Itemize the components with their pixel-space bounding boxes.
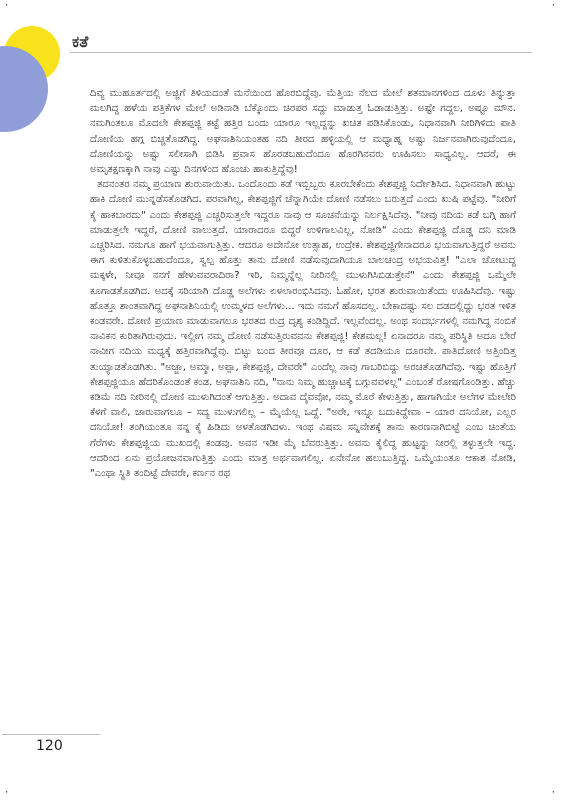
footer-divider [2, 734, 100, 735]
crop-mark-bottom-right: · [550, 788, 556, 798]
page-number: 120 [36, 738, 63, 754]
section-title: ಕತೆ [72, 32, 89, 51]
crop-mark-top-right: · [550, 1, 556, 11]
paragraph-2: ತದನಂತರ ನಮ್ಮ ಪ್ರಯಾಣ ಶುರುವಾಯಿತು. ಒಂದೊಂದು ಕಡೆ ಇಬ್ಬಿಬ್ಬರು ಕೂರಬೇಕೆಂದು ಕೇಶಪ್ಪಜ್ಜಿ ನಿರ್ದೇಶಿಸಿದ. ನಿಧಾನವಾಗಿ ಹುಟ್ಟು ಹಾಕಿ ದೋಣಿ ಮುನ್ನಡೆಸತೊಡಗಿದ. ಪರವಾಗಿಲ್ಲ, ಕೇಶಪ್ಪಜ್ಜಿಗೆ ಚೆನ್ನಾಗಿಯೇ ದೋಣಿ ನಡೆಸಲು ಬರುತ್ತದೆ ಎಂದು ಖುಷಿ ಪಟ್ಟೆವು. "ನೀರಿಗೆ ಕೈ ಹಾಕಬಾರದು" ಎಂದು ಕೇಶಪ್ಪಜ್ಜಿ ಎಚ್ಚರಿಸುತ್ತಲೇ ಇದ್ದರೂ ನಾವು ಆ ಸೂಚನೆಯನ್ನು ನಿರ್ಲಕ್ಷಿಸಿದೆವು. "ನೀವು ನದಿಯ ಕಡೆ ಬಗ್ಗಿ ಹಾಗೆ ಮಾಡುತ್ತಲೇ ಇದ್ದರೆ, ದೋಣಿ ವಾಲುತ್ತದೆ. ಯಾರಾದರೂ ಬಿದ್ದರೆ ಉಳಿಗಾಲವಿಲ್ಲ, ನೋಡಿ" ಎಂದು ಕೇಶಪ್ಪಜ್ಜಿ ದೊಡ್ಡ ದನಿ ಮಾಡಿ ಎಚ್ಚರಿಸಿದ. ನಮಗೂ ಹಾಗೆ ಭಯವಾಗುತ್ತಿತ್ತು. ಆದರೂ ಅದೇನೋ ಉತ್ಸಾಹ, ಉದ್ರೇಕ. ಕೇಶಪ್ಪಜ್ಜಿಗೇನಾದರೂ ಭಯವಾಗುತ್ತಿದ್ದರೆ ಅವನು ಈಗ ಕುಳಿತುಕೊಳ್ಳಬಹುದೆಂದೂ, ಸ್ವಲ್ಪ ಹೊತ್ತು ತಾನು ದೋಣಿ ನಡೆಸುವುದಾಗಿಯೂ ಬಾಲಚಂದ್ರ ಅಭಯವಿತ್ತ! "ಎಲಾ ಚೋಟುದ್ದ ಮಕ್ಕಳೇ, ನೀವೂ ನನಗೆ ಹೇಳುವವರಾದಿರಾ? ಇರಿ, ನಿಮ್ಮನ್ನೆಲ್ಲ ನೀರಿನಲ್ಲಿ ಮುಳುಗಿಸಿಬಿಡುತ್ತೇನೆ" ಎಂದು ಕೇಶಪ್ಪಜ್ಜಿ ಒಮ್ಮೆಲೇ ಕೂಗಾಡತೊಡಗಿದ. ಅದಕ್ಕೆ ಸರಿಯಾಗಿ ದೊಡ್ಡ ಅಲೆಗಳು ಏಳಲಾರಂಭಿಸಿದವು. ಓಹೋ, ಭರತ ಶುರುವಾಯಿತೆಂದು ಊಹಿಸಿದೆವು. ಇಷ್ಟು ಹೊತ್ತೂ ಶಾಂತವಾಗಿದ್ದ ಅಘನಾಶಿನಿಯಲ್ಲಿ ಉಮ್ಮಳದ ಅಲೆಗಳು... ಇದು ನಮಗೆ ಹೊಸದಲ್ಲ. ಬೇಕಾದಷ್ಟು ಸಲ ದಡದಲ್ಲಿದ್ದು ಭರತ ಇಳಿತ ಕಂಡವರೇ. ದೋಣಿ ಪ್ರಯಾಣ ಮಾಡುವಾಗಲೂ ಭರತದ ರುದ್ರ ದೃಶ್ಯ ಕಂಡಿದ್ದಿದೆ. ಇಲ್ಲವೆಂದಲ್ಲ. ಅಂಥ ಸಂದರ್ಭಗಳಲ್ಲಿ ನಮಗಿದ್ದ ನಂಬಿಕೆ ನಾವಿಕನ ಕುರಿತಾಗಿರುವುದು. ಇಲ್ಲೀಗ ನಮ್ಮ ದೋಣಿ ನಡೆಸುತ್ತಿರುವವನು ಕೇಶಪ್ಪಜ್ಜಿ! ಕೇಶಮಲ್ಲ! ಏನಾದರೂ ನಮ್ಮ ಪರಿಸ್ಥಿತಿ ಅದೂ ಬೇರೆ ನಾವೀಗ ನದಿಯ ಮಧ್ಯಕ್ಕೆ ಹತ್ತಿರವಾಗಿದ್ದೆವು. ಬಿಟ್ಟು ಬಂದ ತೀರವೂ ದೂರ, ಆ ಕಡೆ ತದಡಿಯೂ ದೂರವೇ. ಪಾತಿದೋಣಿ ಅತ್ತಿಂದಿತ್ತ ತುಯ್ಯಾಡತೊಡಗಿತು. "ಅಜ್ಜಾ, ಅಮ್ಮಾ, ಅಪ್ಪಾ, ಕೇಶಪ್ಪಜ್ಜಿ, ದೇವರೇ" ಎಂದೆಲ್ಲ ನಾವು ಗಾಬರಿಬಿದ್ದು ಅರಚತೊಡಗಿದೆವು. ಇಷ್ಟು ಹೊತ್ತಿಗೆ ಕೇಶಪ್ಪಜ್ಜಿಯೂ ಹೆದರಿಕೊಂಡಂತೆ ಕಂಡ. ಅಘನಾಶಿನಿ ನದಿ, "ನಾನು ನಿಮ್ಮ ಹುಚ್ಚಾಟಕ್ಕೆ ಬಗ್ಗುವವಳಲ್ಲ" ಎಂಬಂತೆ ರೋಷಗೊಂಡಿತ್ತು. ಹೆಚ್ಚು ಕಡಿಮೆ ನದಿ ನೀರಿನಲ್ಲಿ ದೋಣಿ ಮುಳುಗಿದಂತೆ ಆಗುತ್ತಿತ್ತು. ಅದಾವ ದೈವವೋ, ನಮ್ಮ ಮೊರೆ ಕೇಳುತ್ತಿತ್ತು, ಹಾಗಾಗಿಯೇ ಅಲೆಗಳ ಮೇಲೇರಿ ಕೆಳಗೆ ವಾಲಿ, ಜಾರುವಾಗಲೂ – ಸದ್ಯ ಮುಳುಗಲಿಲ್ಲ – ಮೈಯೆಲ್ಲ ಒದ್ದೆ. "ಅರೇ, ಇನ್ನೂ ಬದುಕಿದ್ದೇವಾ – ಯಾರ ದನಿಯೋ, ಎಲ್ಲರ ದನಿಯೋ! ತಂಗಿಯಂತೂ ನನ್ನ ಕೈ ಹಿಡಿದು ಅಳತೊಡಗಿದಳು. ಇಂಥ ವಿಷಮ ಸನ್ನಿವೇಶಕ್ಕೆ ತಾನು ಕಾರಣನಾಗಿಬಿಟ್ಟೆ ಎಂಬ ಚಿಂತೆಯ ಗೆರೆಗಳು ಕೇಶಪ್ಪಜ್ಜಿಯ ಮುಖದಲ್ಲಿ ಕಂಡವು. ಅವನ ಇಡೀ ಮೈ ಬೆವರುತ್ತಿತ್ತು. ಅವನು ಕೈಲಿದ್ದ ಹುಟ್ಟನ್ನು ನೀರಲ್ಲಿ ತಳ್ಳುತ್ತಲೇ ಇದ್ದ. ಆದರಿಂದ ಏನು ಪ್ರಯೋಜನವಾಗುತ್ತಿತ್ತು ಎಂದು ಮಾತ್ರ ಅರ್ಥವಾಗಲಿಲ್ಲ. ಏನೇನೋ ಹಲುಬುತ್ತಿದ್ದ. ಒಮ್ಮೆಯಂತೂ ಆಕಾಶ ನೋಡಿ, "ಎಂಥಾ ಸ್ಥಿತಿ ತಂದಿಟ್ಟೆ ದೇವರೇ, ಕರ್ಣನ ರಥ [90, 179, 516, 480]
paragraph-1: ದಿವ್ಯ ಮುಹೂರ್ತದಲ್ಲಿ ಅಜ್ಜಿಗೆ ತಿಳಿಯದಂತೆ ಮನೆಯಿಂದ ಹೊರಬಿದ್ದೆವು. ಮೆತ್ತಿಯ ನೆಲದ ಮೇಲೆ ಶತಮಾನಗಳಿಂದ ದೂಳು ತಿನ್ನುತ್ತಾ ಮಲಗಿದ್ದ ಹಳೆಯ ಪತ್ರಿಕೆಗಳ ಮೇಲೆ ಅಡಿನಾಡಿ ಬೆಕ್ಕೊಂದು ಚಿರಪರ ಸದ್ದು ಮಾಡುತ್ತ ಓಡಾಡುತ್ತಿತ್ತು. ಅಷ್ಟೇ ಗದ್ದಲ, ಅಷ್ಟೂ ಮೌನ. ನಮಗಿಂತಲೂ ಮೊದಲೇ ಕೇಶಪ್ಪಜ್ಜಿ ಕಟ್ಟೆ ಹತ್ತಿರ ಬಂದು ಯಾರೂ ಇಲ್ಲದ್ದನ್ನು ಖಚಿತ ಪಡಿಸಿಕೊಂಡು, ನಿಧಾನವಾಗಿ ನೀರಿಗಿಳಿದು ಪಾತಿ ದೋಣಿಯ ಹಗ್ಗ ಬಿಚ್ಚತೊಡಗಿದ್ದ. ಅಘನಾಶಿನಿಯಂತಹ ನದಿ ತೀರದ ಹಳ್ಳಿಯಲ್ಲಿ ಆ ಮಧ್ಯಾಹ್ನ ಅಷ್ಟು ನಿರ್ಜನವಾಗಿರುವುದೆಂದೂ, ದೋಣಿಯನ್ನು ಅಷ್ಟು ಸಲೀಸಾಗಿ ಬಿಡಿಸಿ ಪ್ರವಾಸ ಹೊರಡಬಹುದೆಂದೂ ಹೊರಗಿನವರು ಊಹಿಸಲು ಸಾಧ್ಯವಿಲ್ಲ. ಆದರೆ, ಈ ಅಮೃತಕ್ಷಣಕ್ಕಾಗಿ ನಾವು ಎಷ್ಟು ದಿನಗಳಿಂದ ಹೊಂಚು ಹಾಕುತ್ತಿದ್ದೆವು! [90, 88, 516, 176]
story-body [90, 86, 516, 481]
crop-mark-bottom-left: · [4, 788, 10, 798]
crop-mark-top-left: · [4, 1, 10, 11]
header-divider [70, 52, 532, 53]
